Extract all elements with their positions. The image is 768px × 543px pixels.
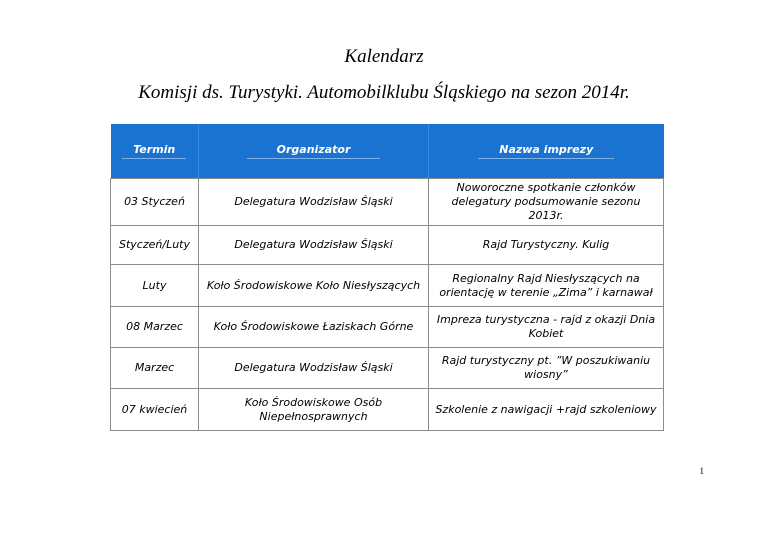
cell-organizator: Delegatura Wodzisław Śląski (199, 179, 429, 226)
cell-organizator: Koło Środowiskowe Osób Niepełnosprawnych (199, 389, 429, 431)
cell-termin: 03 Styczeń (111, 179, 199, 226)
cell-impreza: Szkolenie z nawigacji +rajd szkoleniowy (429, 389, 664, 431)
table-row (111, 179, 664, 226)
cell-organizator: Koło Środowiskowe Koło Niesłyszących (199, 265, 429, 307)
cell-termin: Luty (111, 265, 199, 307)
cell-organizator: Koło Środowiskowe Łaziskach Górne (199, 307, 429, 348)
column-header-termin: Termin (111, 124, 199, 179)
table-row (111, 226, 664, 265)
cell-impreza: Rajd turystyczny pt. ”W poszukiwaniu wiosny” (429, 348, 664, 389)
table-row (111, 348, 664, 389)
document-subtitle: Komisji ds. Turystyki. Automobilklubu Śląskiego na sezon 2014r. (138, 82, 630, 103)
cell-impreza: Impreza turystyczna - rajd z okazji Dnia Kobiet (429, 307, 664, 348)
cell-termin: Styczeń/Luty (111, 226, 199, 265)
cell-organizator: Delegatura Wodzisław Śląski (199, 348, 429, 389)
cell-impreza: Rajd Turystyczny. Kulig (429, 226, 664, 265)
table-header-row (111, 124, 664, 179)
column-header-nazwa-imprezy: Nazwa imprezy (429, 124, 664, 179)
table-row (111, 265, 664, 307)
table-row (111, 389, 664, 431)
table-row (111, 307, 664, 348)
cell-impreza: Regionalny Rajd Niesłyszących na orientację w terenie „Zima” i karnawał (429, 265, 664, 307)
cell-termin: 07 kwiecień (111, 389, 199, 431)
cell-organizator: Delegatura Wodzisław Śląski (199, 226, 429, 265)
cell-impreza: Noworoczne spotkanie członków delegatury podsumowanie sezonu 2013r. (429, 179, 664, 226)
calendar-table (110, 124, 664, 431)
document-title: Kalendarz (344, 46, 424, 67)
page-number: 1 (699, 466, 704, 476)
column-header-organizator: Organizator (199, 124, 429, 179)
cell-termin: Marzec (111, 348, 199, 389)
cell-termin: 08 Marzec (111, 307, 199, 348)
